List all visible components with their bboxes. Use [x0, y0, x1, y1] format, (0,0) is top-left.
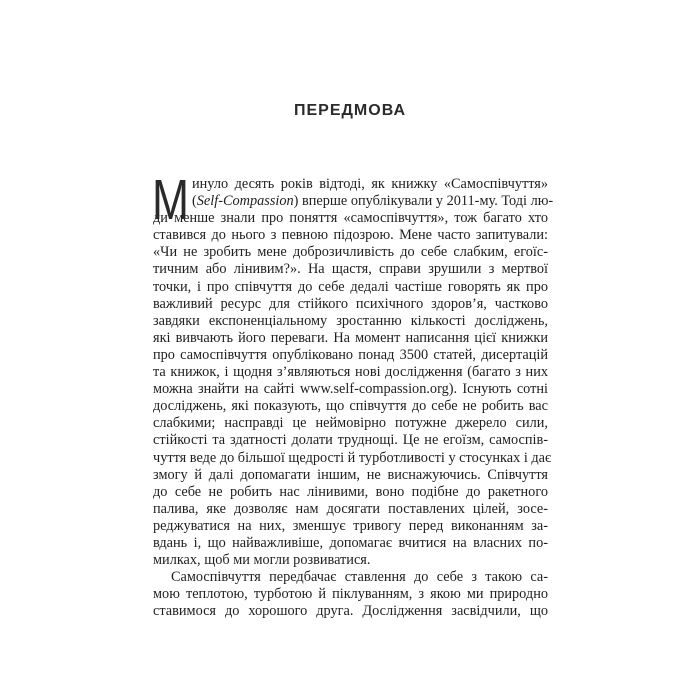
text-line: стійкості та здатності долати труднощі. Це не егоїзм, самоспів- — [153, 432, 548, 449]
text-line: слабкими; насправді це неймовірно потужне джерело сили, — [153, 415, 548, 432]
text-line: Самоспівчуття передбачає ставлення до себе з такою са- — [171, 569, 548, 586]
chapter-title: ПЕРЕДМОВА — [294, 102, 406, 119]
text-line: які вивчають його переваги. На момент написання цієї книжки — [153, 329, 548, 346]
text-line: «Чи не зробить мене доброзичливість до себе слабким, егоїс- — [153, 244, 548, 261]
text-segment: ( — [192, 193, 197, 210]
text-line: про самоспівчуття опубліковано понад 3500 статей, дисертацій — [153, 346, 548, 363]
drop-cap: М — [152, 168, 190, 232]
text-line: завдяки експоненціальному зростанню кількості досліджень, — [153, 312, 548, 329]
text-line: до себе не робить нас лінивими, воно подібне до ракетного — [153, 483, 548, 500]
text-line: милках, щоб ми могли розвиватися. — [153, 552, 371, 569]
text-line — [153, 193, 554, 210]
text-line: змогу й далі допомагати іншим, не виснажуючись. Співчуття — [153, 466, 548, 483]
text-line: ставився до нього з певною підозрою. Мене часто запитували: — [153, 227, 548, 244]
text-line: чуття веде до більшої щедрості й турботливості у стосунках і дає — [153, 449, 552, 466]
text-line: ставимося до хорошого друга. Дослідження засвідчили, що — [153, 603, 548, 620]
text-line: та книжок, і щодня з’являються нові дослідження (багато з них — [153, 364, 548, 381]
text-segment: ) вперше опублікували у 2011-му. Тоді лю- — [293, 193, 554, 210]
body-text — [152, 168, 554, 620]
text-segment-italic: Self-Compassion — [196, 193, 294, 210]
text-line: можна знайти на сайті www.self-compassion.org). Існують сотні — [153, 381, 548, 398]
text-line: реджуватися на них, зменшує тривогу перед виконанням за- — [153, 517, 548, 534]
text-line: тичним або лінивим?». На щастя, справи зрушили з мертвої — [153, 261, 548, 278]
text-line: ди менше знали про поняття «самоспівчуття», тож багато хто — [153, 210, 548, 227]
text-line: досліджень, які показують, що співчуття до себе не робить вас — [153, 398, 548, 415]
text-line: палива, яке дозволяє нам досягати поставлених цілей, зосе- — [153, 500, 548, 517]
text-line: важливий ресурс для стійкого психічного здоров’я, частково — [153, 295, 548, 312]
text-line: точки, і про співчуття до себе дедалі частіше говорять як про — [153, 278, 548, 295]
text-line: мою теплотою, турботою й піклуванням, з якою ми природно — [153, 586, 548, 603]
text-line: инуло десять років відтоді, як книжку «Самоспівчуття» — [192, 176, 548, 192]
text-line: вдань і, що найважливіше, допомагає вчитися на власних по- — [153, 534, 548, 551]
